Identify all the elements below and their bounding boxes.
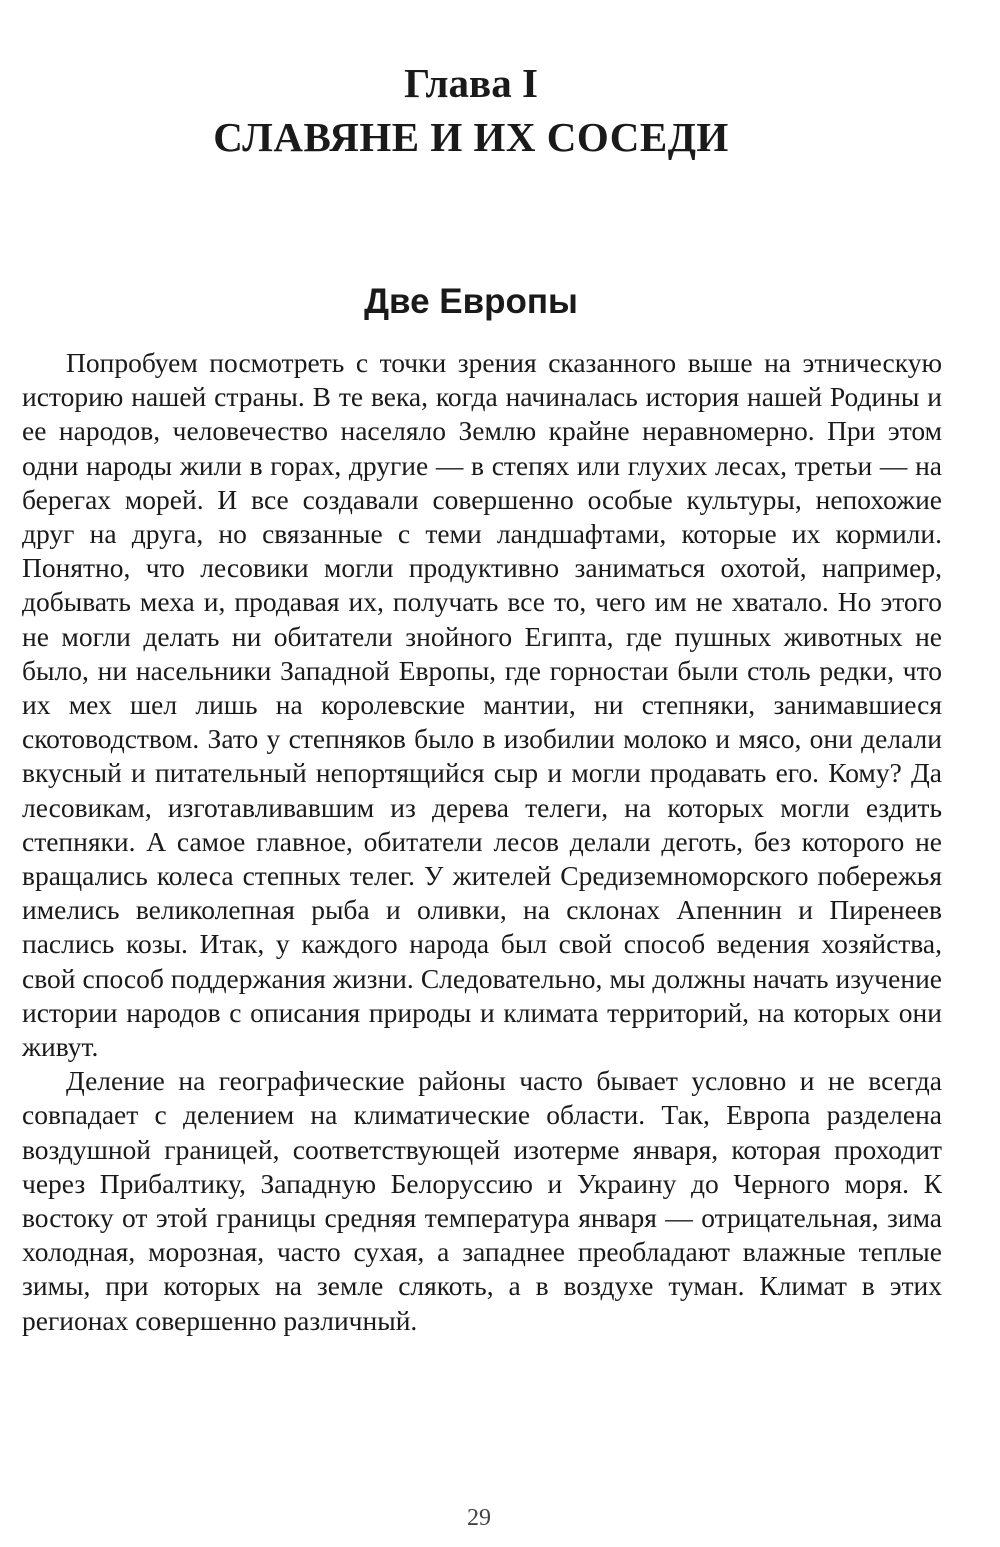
page-number: 29	[467, 1505, 491, 1531]
paragraph: Деление на географические районы часто бывает условно и не всегда совпадает с делением на климатические области. Так, Европа разделена воздушной границей, соответствующей изотерме января, которая проходит через Прибалтику, Западную Белоруссию и Украину до Черного моря. К востоку от этой границы средняя температура января — отрицательная, зима холодная, морозная, часто сухая, а западнее преобладают влажные теплые зимы, при которых на земле слякоть, а в воздухе туман. Климат в этих регионах совершенно различный.	[22, 1065, 942, 1336]
section-title: Две Европы	[364, 282, 578, 321]
paragraph: Попробуем посмотреть с точки зрения сказанного выше на этническую историю нашей страны. В те века, когда начиналась история нашей Родины и ее народов, человечество населяло Землю крайне неравномерно. При этом одни народы жили в горах, другие — в степях или глухих лесах, третьи — на берегах морей. И все создавали совершенно особые культуры, непохожие друг на друга, но связанные с теми ландшафтами, которые их кормили. Понятно, что лесовики могли продуктивно заниматься охотой, например, добывать меха и, продавая их, получать все то, чего им не хватало. Но этого не могли делать ни обитатели знойного Египта, где пушных животных не было, ни насельники Западной Европы, где горностаи были столь редки, что их мех шел лишь на королевские мантии, ни степняки, занимавшиеся скотоводством. Зато у степняков было в изобилии молоко и мясо, они делали вкусный и питательный непортящийся сыр и могли продавать его. Кому? Да лесовикам, изготавливавшим из дерева телеги, на которых могли ездить степняки. А самое главное, обитатели лесов делали деготь, без которого не вращались колеса степных телег. У жителей Средиземноморского побережья имелись великолепная рыба и оливки, на склонах Апеннин и Пиренеев паслись козы. Итак, у каждого народа был свой способ ведения хозяйства, свой способ поддержания жизни. Следовательно, мы должны начать изучение истории народов с описания природы и климата территорий, на которых они живут.	[22, 347, 942, 1063]
body-text	[22, 346, 942, 1338]
chapter-title: СЛАВЯНЕ И ИХ СОСЕДИ	[213, 114, 729, 160]
chapter-label: Глава I	[404, 60, 538, 106]
